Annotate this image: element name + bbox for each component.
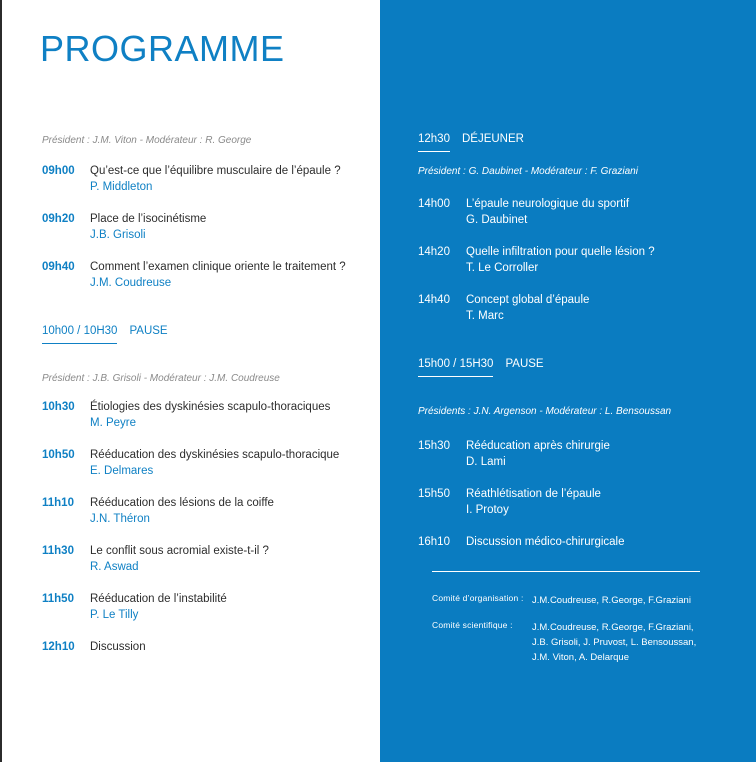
chair-line: Président : J.M. Viton - Modérateur : R. George [42,135,252,146]
item-topic: Rééducation des dyskinésies scapulo-thoracique [90,449,340,461]
item-time: 14h40 [418,294,450,306]
item-speaker: J.N. Théron [90,513,150,525]
item-time: 11h30 [42,545,74,557]
item-time: 09h00 [42,165,75,177]
item-time: 11h10 [42,497,74,509]
break-label: PAUSE [505,358,544,370]
item-topic: Concept global d’épaule [466,294,590,306]
committee-label: Comité d’organisation : [432,593,524,603]
committee-members: J.M.Coudreuse, R.George, F.Graziani [532,595,691,606]
item-time: 09h20 [42,213,75,225]
item-topic: Discussion médico-chirurgicale [466,536,625,548]
item-time: 14h00 [418,198,450,210]
item-speaker: R. Aswad [90,561,139,573]
committee-label: Comité scientifique : [432,620,513,630]
page-title: PROGRAMME [40,28,285,69]
lunch-row [418,133,524,152]
committee-members [532,620,696,665]
break-time: 10h00 / 10H30 [42,325,117,344]
committee-line: J.M. Viton, A. Delarque [532,652,629,663]
item-speaker: M. Peyre [90,417,137,429]
item-topic: Réathlétisation de l’épaule [466,488,601,500]
break-time: 15h00 / 15H30 [418,358,493,377]
item-time: 09h40 [42,261,75,273]
item-time: 15h30 [418,440,450,452]
item-time: 16h10 [418,536,450,548]
item-topic: Rééducation des lésions de la coiffe [90,497,274,509]
item-topic: Discussion [90,641,146,653]
item-speaker: T. Marc [466,310,504,322]
item-time: 11h50 [42,593,74,605]
lunch-time: 12h30 [418,133,450,152]
item-topic: Comment l’examen clinique oriente le traitement ? [90,261,346,273]
item-speaker: P. Le Tilly [90,609,139,621]
right-panel [380,0,756,762]
item-speaker: D. Lami [466,456,506,468]
break-row [42,325,168,344]
item-speaker: P. Middleton [90,181,153,193]
item-topic: Quelle infiltration pour quelle lésion ? [466,246,655,258]
break-label: PAUSE [129,325,168,337]
item-topic: Étiologies des dyskinésies scapulo-thoraciques [90,401,331,413]
item-speaker: J.M. Coudreuse [90,277,172,289]
item-topic: Rééducation après chirurgie [466,440,610,452]
committee-line: J.B. Grisoli, J. Pruvost, L. Bensoussan, [532,637,697,648]
item-speaker: E. Delmares [90,465,154,477]
item-topic: L’épaule neurologique du sportif [466,198,630,210]
item-speaker: I. Protoy [466,504,509,516]
item-time: 12h10 [42,641,75,653]
lunch-label: DÉJEUNER [461,133,524,145]
item-speaker: G. Daubinet [466,214,528,226]
item-time: 15h50 [418,488,450,500]
committee-line: J.M.Coudreuse, R.George, F.Graziani, [532,622,694,633]
item-topic: Place de l’isocinétisme [90,213,207,225]
chair-line: Présidents : J.N. Argenson - Modérateur : L. Bensoussan [418,406,672,417]
item-time: 10h50 [42,449,75,461]
item-time: 14h20 [418,246,450,258]
item-speaker: T. Le Corroller [466,262,539,274]
chair-line: Président : G. Daubinet - Modérateur : F. Graziani [418,166,638,177]
item-time: 10h30 [42,401,75,413]
chair-line: Président : J.B. Grisoli - Modérateur : J.M. Coudreuse [42,373,280,384]
item-topic: Rééducation de l’instabilité [90,593,227,605]
break-row [418,358,544,377]
item-topic: Le conflit sous acromial existe-t-il ? [90,545,269,557]
divider [432,571,700,572]
item-speaker: J.B. Grisoli [90,229,146,241]
item-topic: Qu’est-ce que l’équilibre musculaire de l’épaule ? [90,165,341,177]
